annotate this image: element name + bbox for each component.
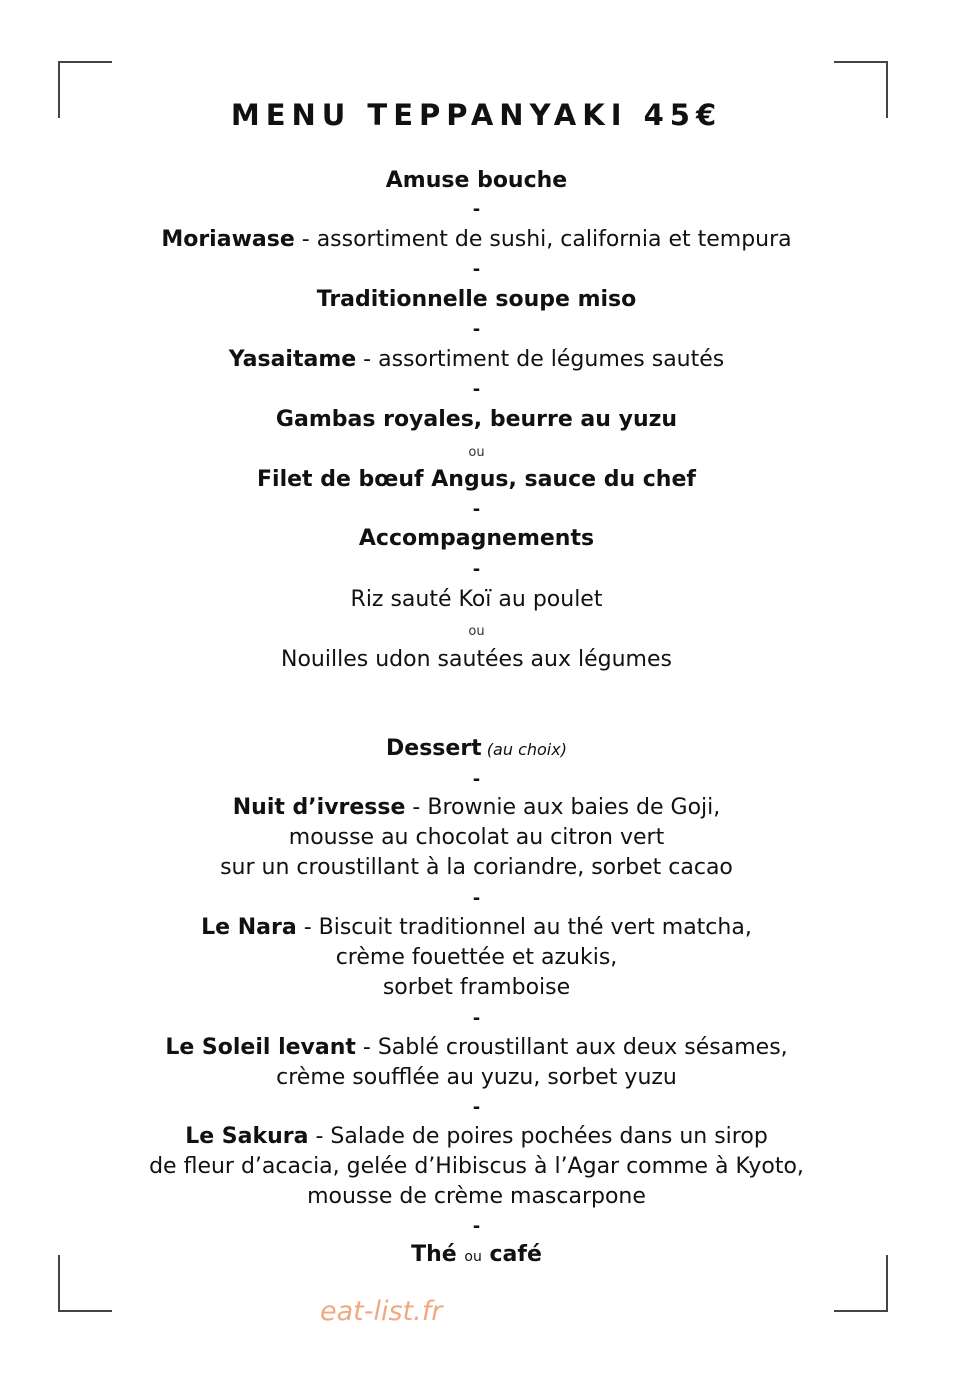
separator: -	[472, 1008, 481, 1029]
nuit-line-1	[0, 793, 953, 823]
accompagnements-heading: Accompagnements	[358, 526, 595, 551]
the-label: Thé	[411, 1242, 457, 1267]
soleil-line-2: crème soufflée au yuzu, sorbet yuzu	[276, 1065, 677, 1090]
sakura-line-2: de fleur d’acacia, gelée d’Hibiscus à l’Agar comme à Kyoto,	[149, 1154, 804, 1179]
nuit-line-3: sur un croustillant à la coriandre, sorbet cacao	[220, 855, 733, 880]
separator: -	[472, 319, 481, 340]
nouilles-item: Nouilles udon sautées aux légumes	[281, 647, 672, 672]
or-label: ou	[468, 445, 485, 460]
or-label: ou	[464, 1249, 482, 1265]
separator: -	[472, 379, 481, 400]
nuit-name: Nuit d’ivresse	[232, 795, 406, 820]
moriawase-item	[0, 225, 953, 255]
moriawase-desc: - assortiment de sushi, california et tempura	[294, 227, 792, 252]
separator: -	[472, 1216, 481, 1237]
amuse-bouche: Amuse bouche	[385, 168, 568, 193]
gambas-item: Gambas royales, beurre au yuzu	[275, 407, 678, 432]
yasaitame-name: Yasaitame	[228, 347, 357, 372]
dessert-label: Dessert	[386, 736, 482, 761]
soleil-name: Le Soleil levant	[165, 1035, 356, 1060]
riz-item: Riz sauté Koï au poulet	[350, 587, 603, 612]
nuit-line-2: mousse au chocolat au citron vert	[288, 825, 665, 850]
separator: -	[472, 1097, 481, 1118]
nara-line-3: sorbet framboise	[382, 975, 571, 1000]
separator: -	[472, 499, 481, 520]
filet-item: Filet de bœuf Angus, sauce du chef	[257, 467, 696, 492]
sakura-desc-1: - Salade de poires pochées dans un sirop	[308, 1124, 768, 1149]
yasaitame-desc: - assortiment de légumes sautés	[356, 347, 725, 372]
dessert-heading	[0, 734, 953, 765]
separator: -	[472, 259, 481, 280]
or-label: ou	[468, 624, 485, 639]
cafe-label: café	[489, 1242, 542, 1267]
separator: -	[472, 769, 481, 790]
sakura-name: Le Sakura	[185, 1124, 309, 1149]
moriawase-name: Moriawase	[161, 227, 295, 252]
nuit-desc-1: - Brownie aux baies de Goji,	[405, 795, 721, 820]
separator: -	[472, 199, 481, 220]
soupe-miso: Traditionnelle soupe miso	[316, 287, 637, 312]
the-cafe-item	[0, 1240, 953, 1272]
soleil-line-1	[0, 1033, 953, 1063]
yasaitame-item	[0, 345, 953, 375]
sakura-line-1	[0, 1122, 953, 1152]
sakura-line-3: mousse de crème mascarpone	[307, 1184, 646, 1209]
separator: -	[472, 559, 481, 580]
nara-line-2: crème fouettée et azukis,	[335, 945, 618, 970]
nara-name: Le Nara	[201, 915, 297, 940]
watermark-text: eat-list.fr	[320, 1296, 443, 1327]
nara-desc-1: - Biscuit traditionnel au thé vert matcha,	[296, 915, 752, 940]
separator: -	[472, 888, 481, 909]
menu-title: MENU TEPPANYAKI 45€	[230, 98, 723, 132]
dessert-note: (au choix)	[481, 740, 567, 759]
soleil-desc-1: - Sablé croustillant aux deux sésames,	[355, 1035, 788, 1060]
nara-line-1	[0, 913, 953, 943]
